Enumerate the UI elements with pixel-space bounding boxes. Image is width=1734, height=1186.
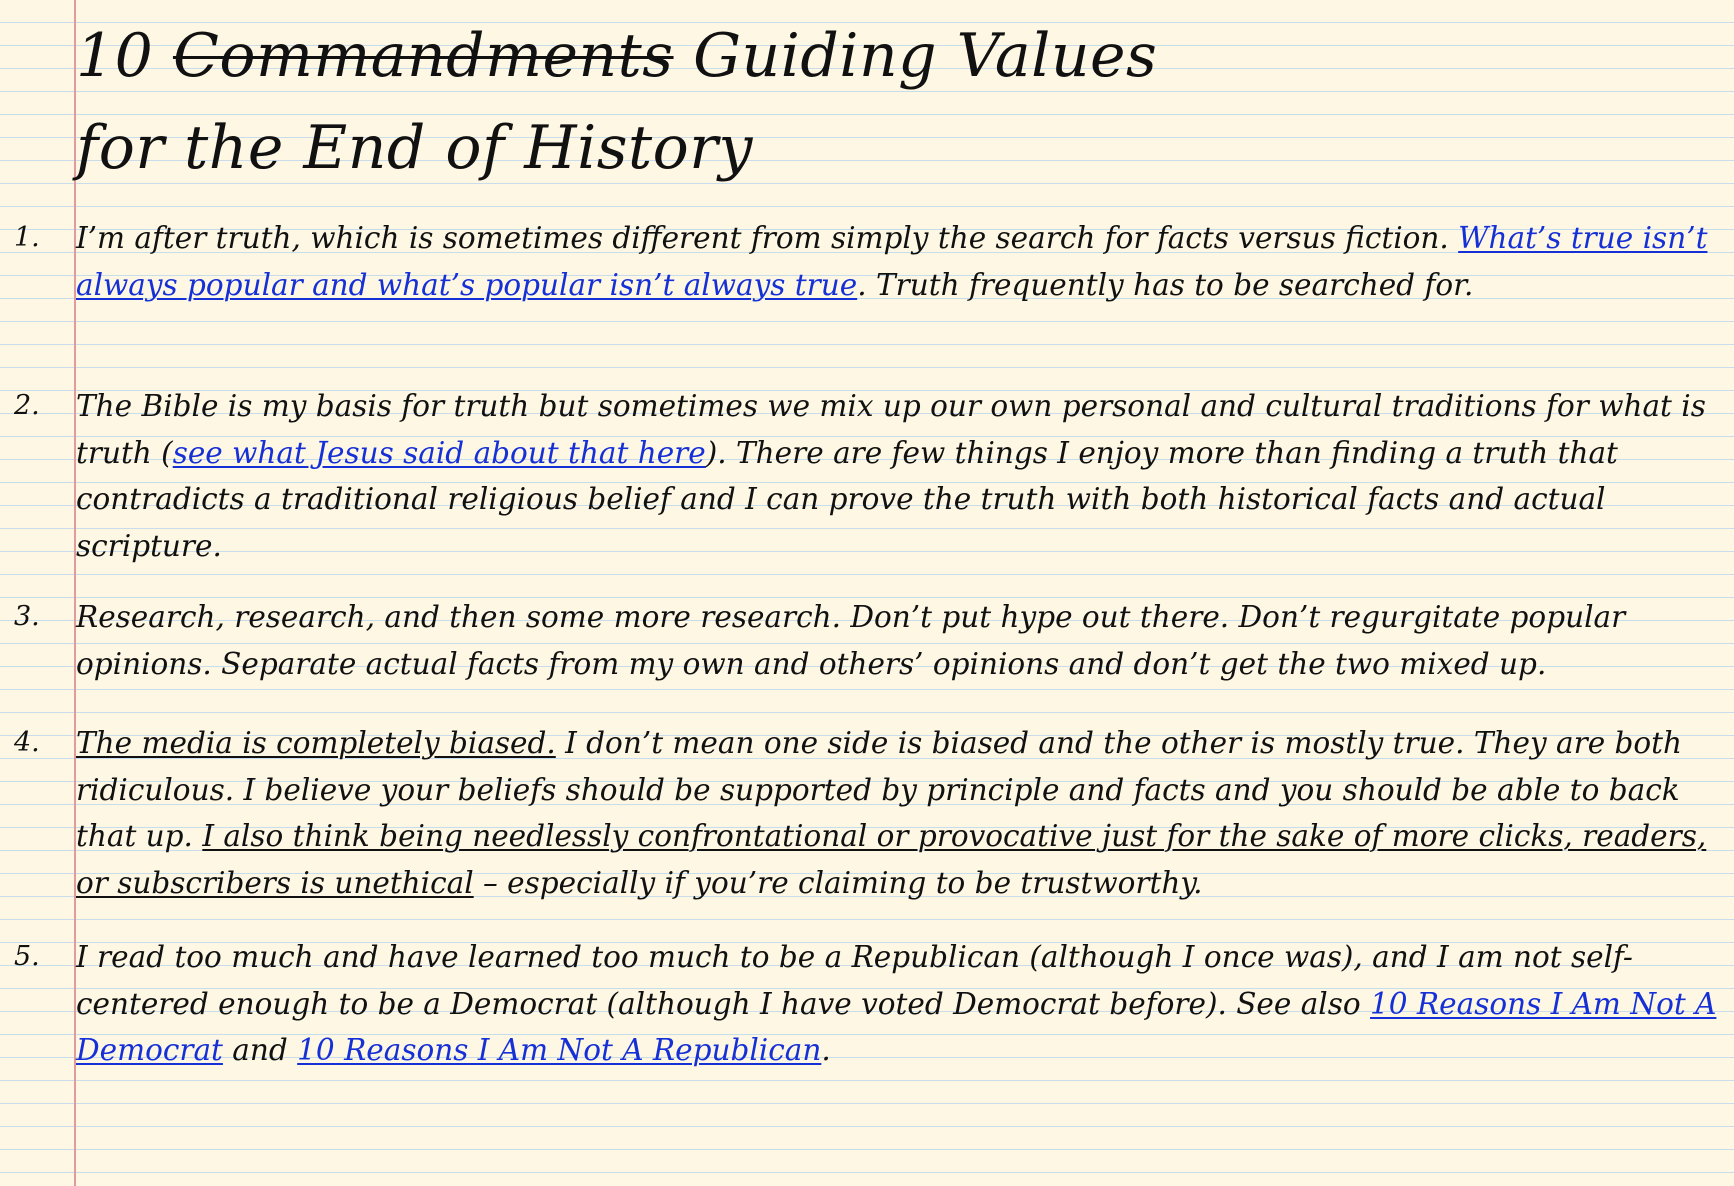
list-item-number: 1. xyxy=(14,222,40,253)
item-text-segment: The Bible is my basis for truth but sometimes we mix up our own personal and cultural traditions for what is truth ( xyxy=(76,389,1706,470)
item-text-segment: . xyxy=(821,1033,831,1067)
item-text-segment: and xyxy=(222,1033,298,1067)
title-line2: for the End of History xyxy=(76,113,753,183)
jesus-traditions-link[interactable]: see what Jesus said about that here xyxy=(172,435,706,470)
item-text-segment: I don’t mean one side is biased and the other is mostly true. They are both ridiculous. I believe your beliefs should be supported by principle and facts and you should be able to back that up. xyxy=(76,726,1683,853)
item-text-segment: ). There are few things I enjoy more than finding a truth that contradicts a traditional religious belief and I can prove the truth with both historical facts and actual scripture. xyxy=(76,435,1618,563)
emphasized-text: I also think being needlessly confrontational or provocative just for the sake of more clicks, readers, or subscribers is unethical xyxy=(76,819,1707,900)
item-text-segment: I’m after truth, which is sometimes different from simply the search for facts versus fiction. xyxy=(76,221,1459,255)
list-item-text xyxy=(76,383,1726,569)
title-number: 10 xyxy=(76,21,154,91)
list-item-text xyxy=(76,720,1726,906)
list-item-number: 3. xyxy=(14,601,40,632)
not-democrat-link[interactable]: 10 Reasons I Am Not A Democrat xyxy=(76,986,1717,1067)
list-item-number: 2. xyxy=(14,390,40,421)
list-item-number: 4. xyxy=(14,727,40,758)
list-item-text xyxy=(76,215,1726,308)
list-item-text xyxy=(76,934,1726,1074)
page-title xyxy=(76,10,1157,194)
item-text-segment: . Truth frequently has to be searched for. xyxy=(857,267,1474,302)
list-item-text xyxy=(76,594,1726,687)
title-struck-word: Commandments xyxy=(172,21,674,91)
emphasized-text: The media is completely biased. xyxy=(76,726,556,760)
title-line1-rest: Guiding Values xyxy=(693,21,1158,91)
item-text-segment: – especially if you’re claiming to be trustworthy. xyxy=(473,865,1203,900)
item-text-segment: Research, research, and then some more research. Don’t put hype out there. Don’t regurgitate popular opinions. Separate actual facts from my own and others’ opinions and don’t get the two mixed up. xyxy=(76,600,1626,681)
list-item-number: 5. xyxy=(14,941,40,972)
not-republican-link[interactable]: 10 Reasons I Am Not A Republican xyxy=(297,1033,822,1067)
item-text-segment: I read too much and have learned too much to be a Republican (although I once was), and I am not self-centered enough to be a Democrat (although I have voted Democrat before). See also xyxy=(76,940,1633,1021)
popular-truth-link[interactable]: What’s true isn’t always popular and what’s popular isn’t always true xyxy=(76,221,1708,302)
